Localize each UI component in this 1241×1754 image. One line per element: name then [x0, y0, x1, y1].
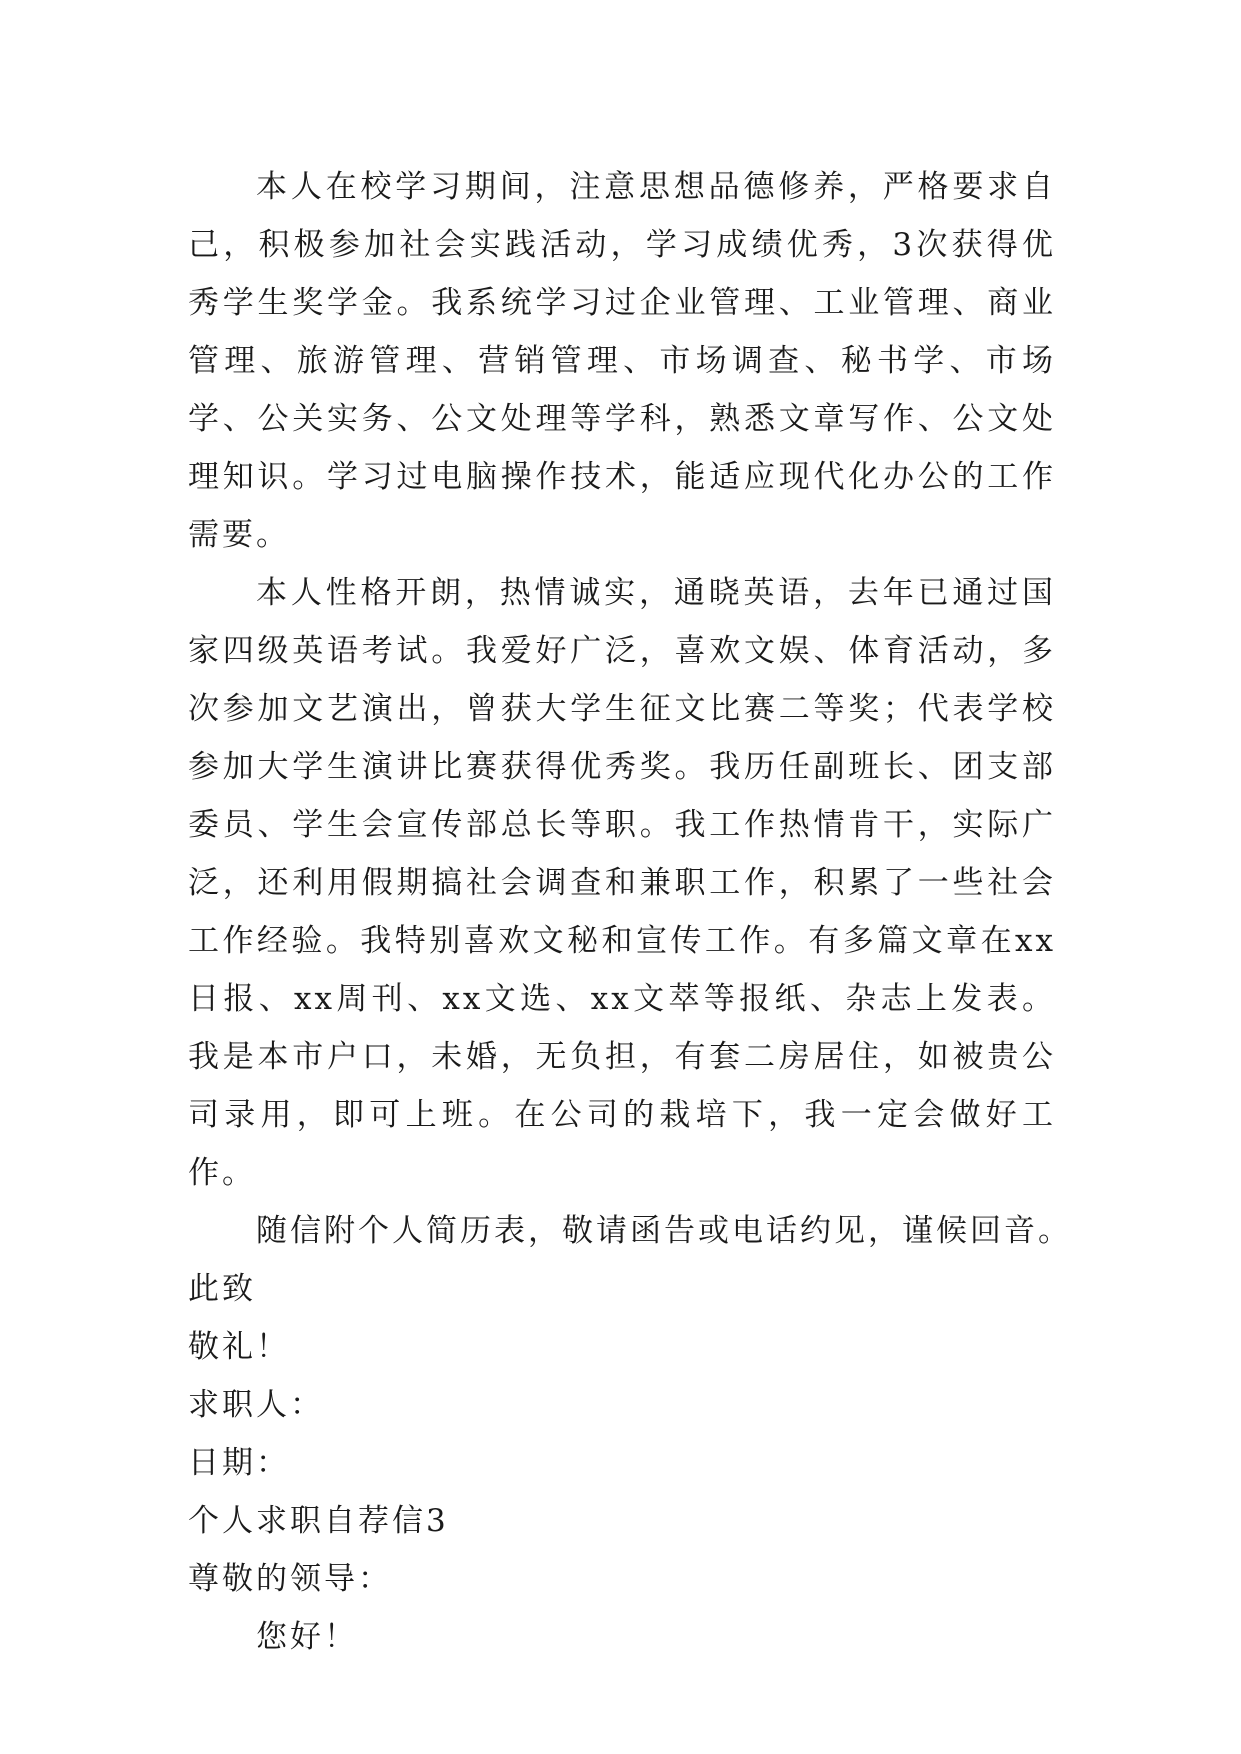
next-letter-title: 个人求职自荐信3 — [188, 1503, 449, 1539]
paragraph-personality: 本人性格开朗，热情诚实，通晓英语，去年已通过国家四级英语考试。我爱好广泛，喜欢文娱、体育活动，多次参加文艺演出，曾获大学生征文比赛二等奖；代表学校参加大学生演讲比赛获得优秀奖。我历任副班长、团支部委员、学生会宣传部总长等职。我工作热情肯干，实际广泛，还利用假期搞社会调查和兼职工作，积累了一些社会工作经验。我特别喜欢文秘和宣传工作。有多篇文章在xx日报、xx周刊、xx文选、xx文萃等报纸、杂志上发表。我是本市户口，未婚，无负担，有套二房居住，如被贵公司录用，即可上班。在公司的栽培下，我一定会做好工作。 — [188, 575, 1056, 1191]
date-label: 日期： — [188, 1445, 290, 1481]
next-letter-hello: 您好！ — [256, 1619, 358, 1655]
next-letter-greeting: 尊敬的领导： — [188, 1561, 392, 1597]
paragraph-education: 本人在校学习期间，注意思想品德修养，严格要求自己，积极参加社会实践活动，学习成绩优秀，3次获得优秀学生奖学金。我系统学习过企业管理、工业管理、商业管理、旅游管理、营销管理、市场调查、秘书学、市场学、公关实务、公文处理等学科，熟悉文章写作、公文处理知识。学习过电脑操作技术，能适应现代化办公的工作需要。 — [188, 169, 1056, 553]
applicant-label: 求职人： — [188, 1387, 324, 1423]
salute-line: 敬礼！ — [188, 1329, 290, 1365]
closing-line: 此致 — [188, 1271, 256, 1307]
paragraph-attachment: 随信附个人简历表，敬请函告或电话约见，谨候回音。 — [256, 1213, 1072, 1249]
letter-body — [188, 158, 1072, 1666]
